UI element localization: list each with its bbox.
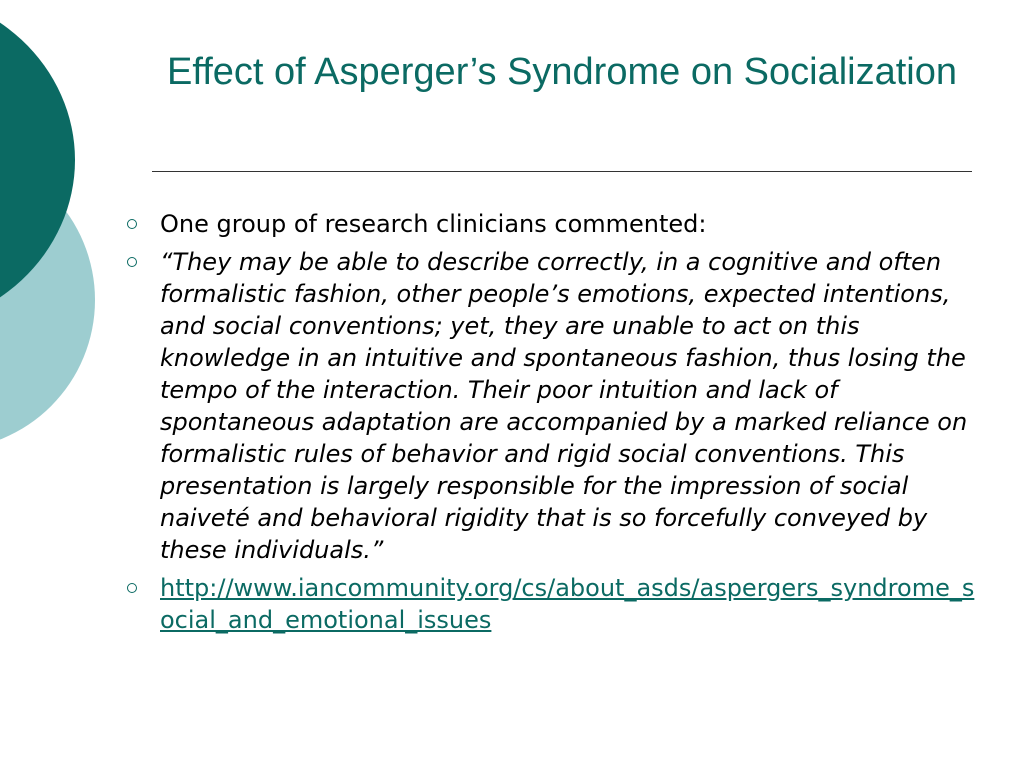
bullet-list [120,208,980,642]
bullet-item-intro [120,208,980,240]
quote-text: “They may be able to describe correctly, in a cognitive and often formalistic fashion, other people’s emotions, expected intentions, and social conventions; yet, they are unable to act on this knowledge in an intuitive and spontaneous fashion, thus losing the tempo of the interaction. Their poor intuition and lack of spontaneous adaptation are accompanied by a marked reliance on formalistic rules of behavior and rigid social conventions. This presentation is largely responsible for the impression of social naiveté and behavioral rigidity that is so forcefully conveyed by these individuals.” [160,248,968,564]
hollow-circle-bullet-icon [127,219,137,229]
slide-title: Effect of Asperger’s Syndrome on Socialization [166,51,957,93]
bullet-item-link [120,572,980,636]
bullet-item-quote [120,246,980,566]
hollow-circle-bullet-icon [127,583,137,593]
bullet-text: One group of research clinicians commented: [160,210,707,238]
source-link[interactable]: http://www.iancommunity.org/cs/about_asds/aspergers_syndrome_social_and_emotional_issues [160,574,975,634]
title-divider [152,171,972,172]
hollow-circle-bullet-icon [127,257,137,267]
